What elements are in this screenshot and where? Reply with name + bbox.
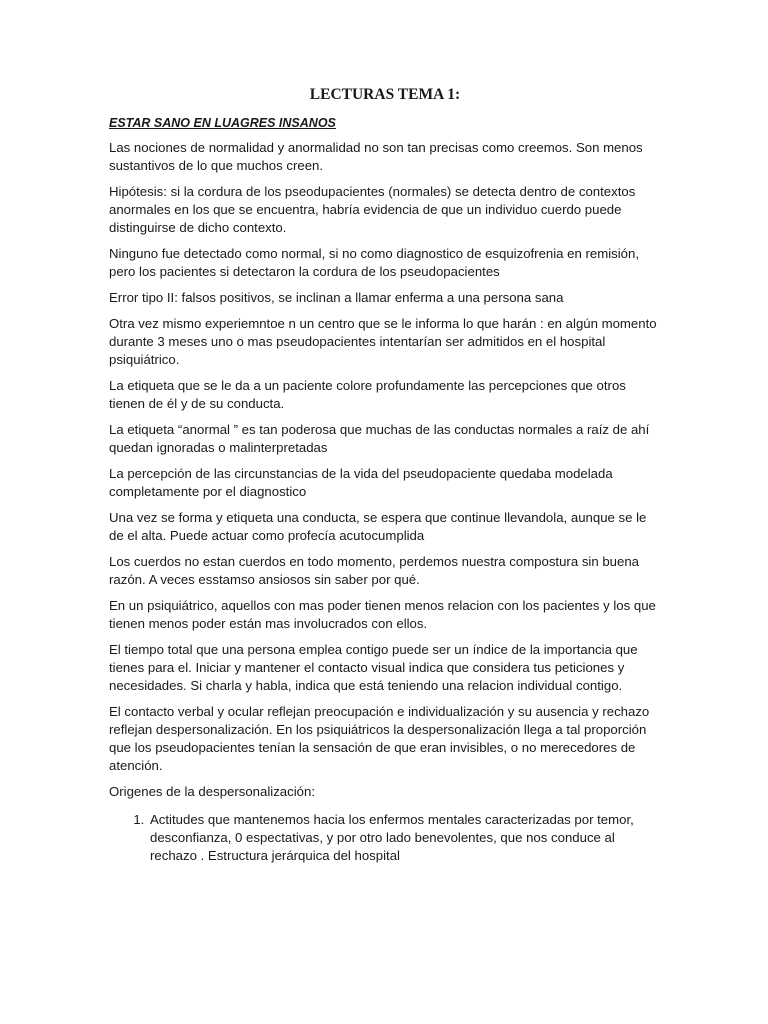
paragraph: Hipótesis: si la cordura de los pseodupacientes (normales) se detecta dentro de contextos anormales en los que se encuentra, habría evidencia de que un individuo cuerdo puede distinguirse de dicho contexto.: [109, 184, 636, 235]
paragraph: El contacto verbal y ocular reflejan preocupación e individualización y su ausencia y rechazo reflejan despersonalización. En los psiquiátricos la despersonalización llega a tal proporción que los pseudopacientes tenían la sensación de que eran invisibles, o no merecedores de atención.: [109, 704, 650, 773]
paragraph: Error tipo II: falsos positivos, se inclinan a llamar enferma a una persona sana: [109, 290, 564, 305]
paragraph: La etiqueta que se le da a un paciente colore profundamente las percepciones que otros tienen de él y de su conducta.: [109, 378, 626, 411]
section-heading: ESTAR SANO EN LUAGRES INSANOS: [109, 116, 336, 130]
paragraph: El tiempo total que una persona emplea contigo puede ser un índice de la importancia que tienes para el. Iniciar y mantener el contacto visual indica que considera tus peticiones y necesidades. Si charla y habla, indica que está teniendo una relacion individual contigo.: [109, 642, 638, 693]
paragraph: Una vez se forma y etiqueta una conducta, se espera que continue llevandola, aunque se le de el alta. Puede actuar como profecía acutocumplida: [109, 510, 647, 543]
document-title: LECTURAS TEMA 1:: [309, 86, 461, 103]
paragraph: La etiqueta “anormal ” es tan poderosa que muchas de las conductas normales a raíz de ahí quedan ignoradas o malinterpretadas: [109, 422, 650, 455]
document-body: [109, 84, 661, 865]
paragraph: En un psiquiátrico, aquellos con mas poder tienen menos relacion con los pacientes y los que tienen menos poder están mas involucrados con ellos.: [109, 598, 656, 631]
paragraph: La percepción de las circunstancias de la vida del pseudopaciente quedaba modelada completamente por el diagnostico: [109, 466, 613, 499]
paragraph: Los cuerdos no estan cuerdos en todo momento, perdemos nuestra compostura sin buena razón. A veces esstamso ansiosos sin saber por qué.: [109, 554, 640, 587]
paragraph: Origenes de la despersonalización:: [109, 784, 315, 799]
numbered-list: [109, 811, 661, 865]
paragraph: Ninguno fue detectado como normal, si no como diagnostico de esquizofrenia en remisión, pero los pacientes si detectaron la cordura de los pseudopacientes: [109, 246, 640, 279]
list-item: 1. Actitudes que mantenemos hacia los enfermos mentales caracterizadas por temor, desconfianza, 0 espectativas, y por otro lado benevolentes, que nos conduce al rechazo . Estructura jerárquica del hospital: [148, 811, 661, 865]
paragraph: Otra vez mismo experiemntoe n un centro que se le informa lo que harán : en algún momento durante 3 meses uno o mas pseudopacientes intentarían ser admitidos en el hospital psiquiátrico.: [109, 316, 657, 367]
paragraph: Las nociones de normalidad y anormalidad no son tan precisas como creemos. Son menos sustantivos de lo que muchos creen.: [109, 140, 643, 173]
